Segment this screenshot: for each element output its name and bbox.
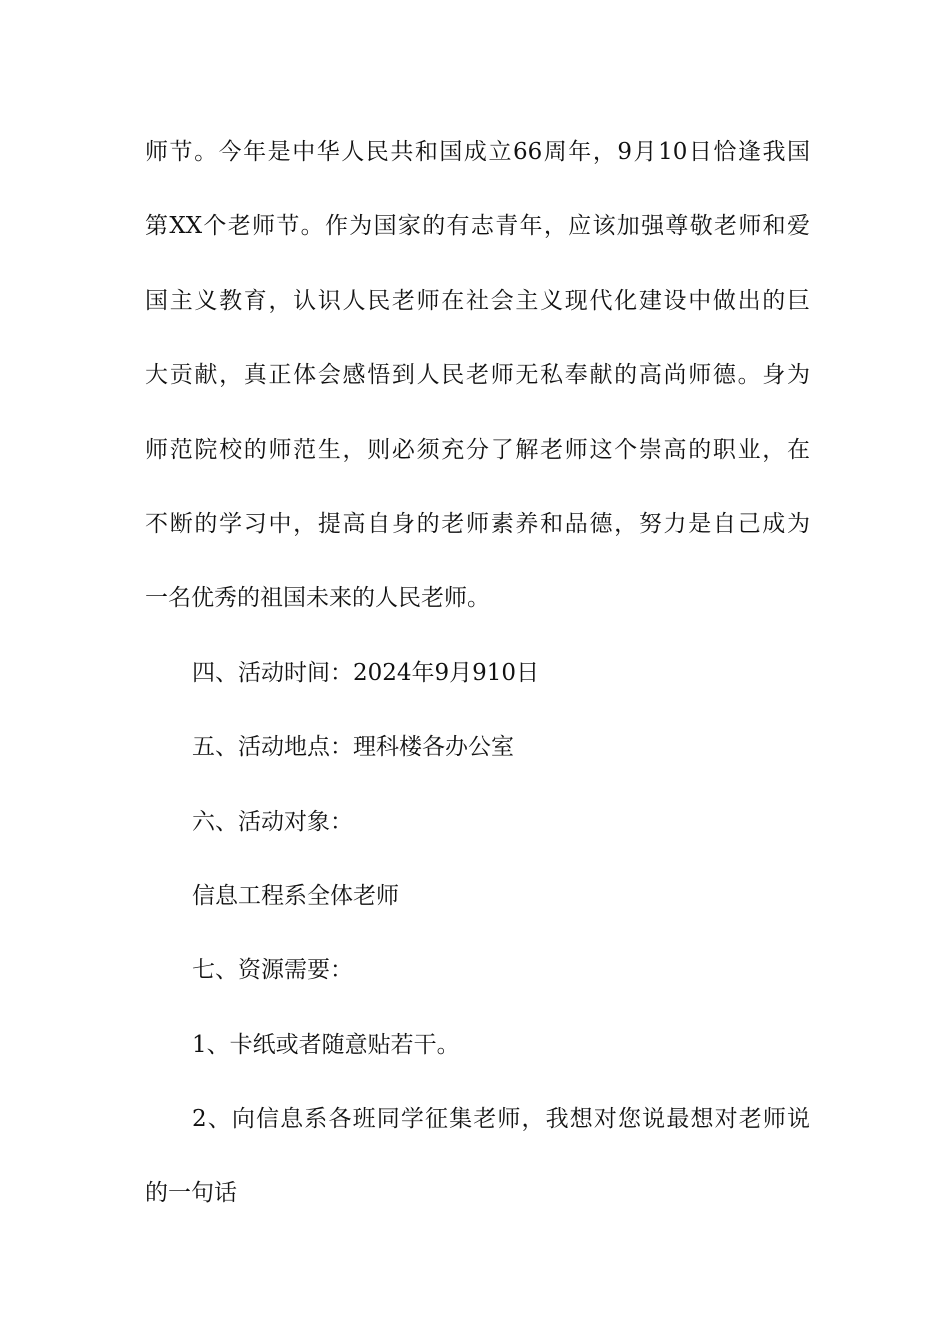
- section-heading-activity-time: 四、活动时间：2024年9月910日: [192, 659, 540, 686]
- paragraph-line: 一名优秀的祖国未来的人民老师。: [145, 585, 490, 612]
- paragraph-line: 不断的学习中，提高自身的老师素养和品德，努力是自己成为: [145, 510, 810, 537]
- paragraph-line: 师范院校的师范生，则必须充分了解老师这个崇高的职业，在: [145, 436, 810, 463]
- paragraph-line: 师节。今年是中华人民共和国成立66周年，9月10日恰逢我国: [145, 139, 810, 165]
- paragraph-line: 大贡献，真正体会感悟到人民老师无私奉献的高尚师德。身为: [145, 362, 810, 389]
- resource-item-continuation: 的一句话: [145, 1180, 237, 1207]
- resource-item: 2、向信息系各班同学征集老师，我想对您说最想对老师说: [192, 1106, 810, 1133]
- audience-text: 信息工程系全体老师: [192, 882, 399, 909]
- document-body: [145, 127, 810, 1243]
- paragraph-line: 国主义教育，认识人民老师在社会主义现代化建设中做出的巨: [145, 287, 810, 314]
- section-heading-resources: 七、资源需要：: [192, 957, 353, 984]
- resource-item: 1、卡纸或者随意贴若干。: [192, 1031, 460, 1058]
- section-heading-activity-location: 五、活动地点：理科楼各办公室: [192, 734, 514, 761]
- section-heading-activity-audience: 六、活动对象：: [192, 808, 353, 835]
- paragraph-line: 第XX个老师节。作为国家的有志青年，应该加强尊敬老师和爱: [145, 213, 810, 240]
